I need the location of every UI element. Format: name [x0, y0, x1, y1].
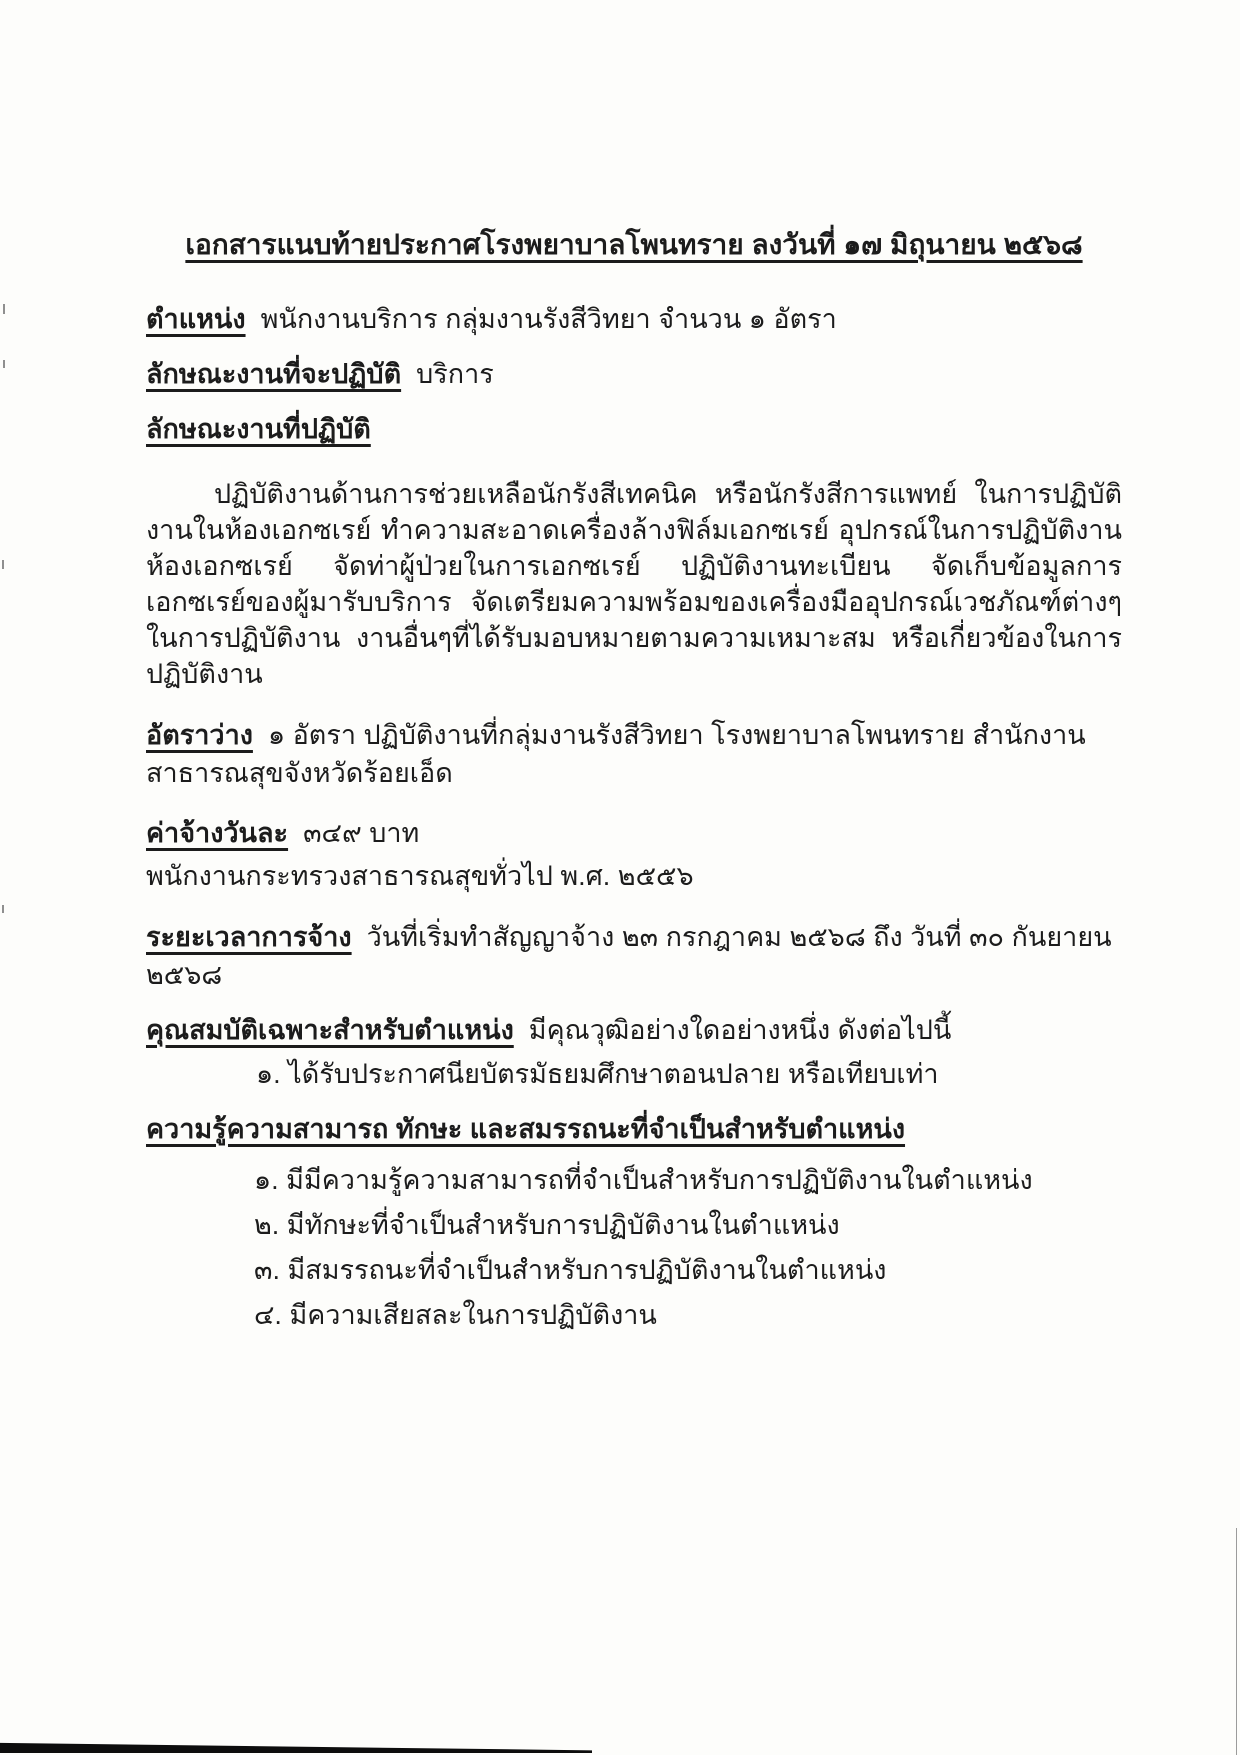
job-nature-label: ลักษณะงานที่จะปฏิบัติ [146, 359, 402, 389]
period-label: ระยะเวลาการจ้าง [146, 922, 352, 952]
wage-line [146, 814, 1122, 852]
position-value: พนักงานบริการ กลุ่มงานรังสีวิทยา จำนวน ๑ อัตรา [260, 304, 837, 334]
scan-speck [2, 905, 4, 913]
qualification-intro: มีคุณวุฒิอย่างใดอย่างหนึ่ง ดังต่อไปนี้ [528, 1015, 952, 1045]
document-title: เอกสารแนบท้ายประกาศโรงพยาบาลโพนทราย ลงวันที่ ๑๗ มิถุนายน ๒๕๖๘ [185, 229, 1083, 260]
wage-value: ๓๔๙ บาท [303, 818, 420, 848]
section-vacancy [146, 716, 1122, 792]
competency-item: ๑. มีมีความรู้ความสามารถที่จำเป็นสำหรับการปฏิบัติงานในตำแหน่ง [254, 1165, 1033, 1195]
competency-heading [146, 1110, 1122, 1148]
scan-artifact-right-edge [1236, 1528, 1238, 1755]
competency-label: ความรู้ความสามารถ ทักษะ และสมรรถนะที่จำเป็นสำหรับตำแหน่ง [146, 1114, 906, 1144]
section-qualification [146, 1011, 1122, 1093]
period-value: วันที่เริ่มทำสัญญาจ้าง ๒๓ กรกฎาคม ๒๕๖๘ ถึง วันที่ ๓๐ กันยายน ๒๕๖๘ [146, 922, 1112, 990]
position-label: ตำแหน่ง [146, 304, 246, 334]
wage-note: พนักงานกระทรวงสาธารณสุขทั่วไป พ.ศ. ๒๕๕๖ [146, 861, 694, 891]
section-duties-heading [146, 410, 1122, 448]
wage-label: ค่าจ้างวันละ [146, 818, 289, 848]
scan-speck [3, 304, 5, 314]
vacancy-label: อัตราว่าง [146, 720, 253, 750]
competency-item: ๒. มีทักษะที่จำเป็นสำหรับการปฏิบัติงานในตำแหน่ง [254, 1210, 840, 1240]
qualification-line [146, 1011, 1122, 1049]
section-period [146, 918, 1122, 994]
competency-item: ๓. มีสมรรถนะที่จำเป็นสำหรับการปฏิบัติงานในตำแหน่ง [254, 1255, 887, 1285]
section-job-nature [146, 355, 1122, 393]
section-wage [146, 814, 1122, 896]
section-competency [146, 1110, 1122, 1338]
job-nature-value: บริการ [416, 359, 494, 389]
scan-speck [2, 560, 4, 569]
qualification-label: คุณสมบัติเฉพาะสำหรับตำแหน่ง [146, 1015, 514, 1045]
scan-speck [3, 360, 5, 368]
duties-paragraph: ปฏิบัติงานด้านการช่วยเหลือนักรังสีเทคนิค หรือนักรังสีการแพทย์ ในการปฏิบัติงานในห้องเอกซเรย์ ทำความสะอาดเครื่องล้างฟิล์มเอกซเรย์ อุปกรณ์ในการปฏิบัติงานห้องเอกซเรย์ จัดท่าผู้ป่วยในการเอกซเรย์ ปฏิบัติงานทะเบียน จัดเก็บข้อมูลการเอกซเรย์ของผู้มารับบริการ จัดเตรียมความพร้อมของเครื่องมืออุปกรณ์เวชภัณฑ์ต่างๆในการปฏิบัติงาน งานอื่นๆที่ได้รับมอบหมายตามความเหมาะสม หรือเกี่ยวข้องในการปฏิบัติงาน [146, 479, 1122, 689]
document-content [146, 226, 1122, 1338]
duties-label: ลักษณะงานที่ปฏิบัติ [146, 414, 371, 444]
section-position [146, 300, 1122, 338]
competency-item: ๔. มีความเสียสละในการปฏิบัติงาน [254, 1300, 657, 1330]
competency-list [146, 1158, 1122, 1338]
qualification-item: ๑. ได้รับประกาศนียบัตรมัธยมศึกษาตอนปลาย หรือเทียบเท่า [256, 1059, 939, 1089]
vacancy-value: ๑ อัตรา ปฏิบัติงานที่กลุ่มงานรังสีวิทยา โรงพยาบาลโพนทราย สำนักงานสาธารณสุขจังหวัดร้อยเอ็ด [146, 720, 1086, 788]
scan-artifact-bottom-streak [0, 1742, 592, 1753]
